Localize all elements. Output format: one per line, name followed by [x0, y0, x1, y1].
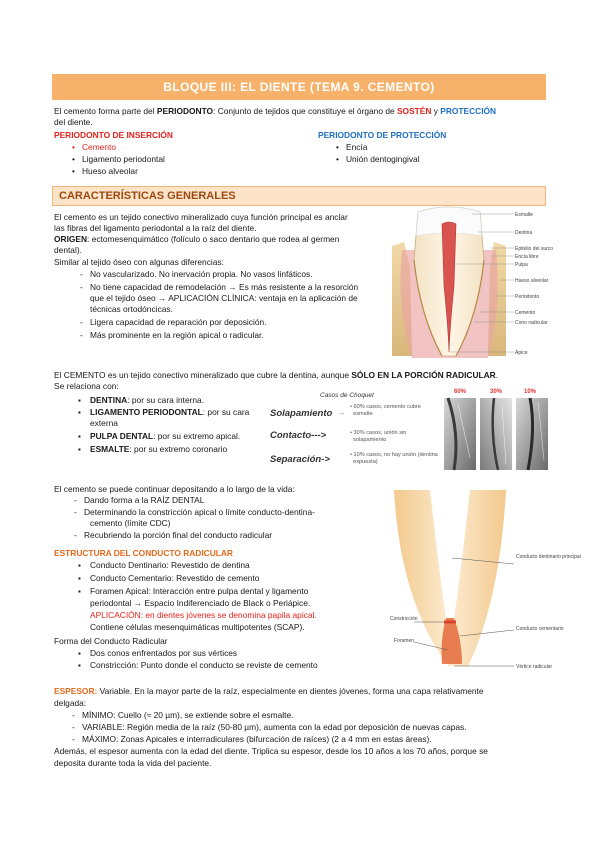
- espesor-item: - MÍNIMO: Cuello (≈ 20 µm), se extiende sobre el esmalte.: [82, 710, 293, 721]
- fig2-label: Vértice radicular: [516, 664, 553, 670]
- fig2-label: Conducto dentinario principal: [516, 554, 581, 560]
- relation-item: ▪ PULPA DENTAL: por su extremo apical.: [90, 431, 240, 442]
- fig1-label: Periodonto: [515, 294, 540, 300]
- proteccion-title: PERIODONTO DE PROTECCIÓN: [318, 130, 447, 140]
- diff-item: - Ligera capacidad de reparación por deposición.: [90, 317, 266, 328]
- fig2-label: Foramen: [394, 638, 415, 644]
- choquet-desc: • 30% casos, unión sin solapamiento: [350, 430, 407, 443]
- espesor-line-2: delgada:: [54, 698, 87, 708]
- origen-line-2: dental).: [54, 245, 82, 255]
- pct-label: 60%: [454, 389, 467, 395]
- proteccion-item: • Unión dentogingival: [346, 154, 420, 165]
- general-line: las fibras del ligamento periodontal a la raíz del diente.: [54, 223, 257, 233]
- intro-line-1: El cemento forma parte del PERIODONTO: Conjunto de tejidos que constituye el órgano de SOSTÉN y PROTECCIÓN: [54, 106, 497, 116]
- espesor-line-3: Además, el espesor aumenta con la edad del diente. Triplica su espesor, desde los 10 años a los 70 años, porque se: [54, 746, 488, 756]
- diff-item: - No tiene capacidad de remodelación → Es más resistente a la resorción: [90, 282, 358, 293]
- estructura-item-cont: periodontal → Espacio Indiferenciado de Black o Periápice.: [90, 598, 311, 608]
- pct-label: 30%: [490, 389, 503, 395]
- fig1-label: Cemento: [515, 310, 536, 316]
- cement-line: El CEMENTO es un tejido conectivo mineralizado que cubre la dentina, aunque SÓLO EN LA PORCIÓN RADICULAR.: [54, 370, 499, 380]
- fig2-label: Constricción: [390, 616, 418, 622]
- fig1-label: Hueso alveolar: [515, 278, 549, 284]
- fig1-label: Encía libre: [515, 254, 539, 260]
- deposit-item: - Dando forma a la RAÍZ DENTAL: [84, 495, 204, 506]
- deposit-item: - Recubriendo la porción final del conducto radicular: [84, 530, 272, 541]
- choquet-micrographs: [444, 398, 550, 470]
- insercion-title: PERIODONTO DE INSERCIÓN: [54, 130, 173, 140]
- forma-item: ▪ Dos conos enfrentados por sus vértices: [90, 648, 237, 659]
- similar-line: Similar al tejido óseo con algunas diferencias:: [54, 257, 224, 267]
- cement-line-2: Se relaciona con:: [54, 381, 119, 391]
- fig1-label: Pulpa: [515, 262, 528, 268]
- deposit-line: El cemento se puede continuar depositando a lo largo de la vida:: [54, 484, 295, 494]
- forma-item: ▪ Constricción: Punto donde el conducto se reviste de cemento: [90, 660, 318, 671]
- diff-item: - No vascularizado. No inervación propia. No vasos linfáticos.: [90, 269, 313, 280]
- choquet-label: Separación->: [270, 454, 330, 465]
- deposit-item: - Determinando la constricción apical o límite conducto-dentina-: [84, 507, 315, 518]
- relation-item: ▪ LIGAMENTO PERIODONTAL: por su cara: [90, 407, 249, 418]
- origen-line: ORIGEN: ectomesenquimático (folículo o saco dentario que rodea al germen: [54, 234, 340, 244]
- diff-item: - Más prominente en la región apical o radicular.: [90, 330, 264, 341]
- insercion-item: • Cemento: [82, 142, 116, 153]
- espesor-line-4: deposita durante toda la vida del paciente.: [54, 758, 212, 768]
- root-canal-figure: [390, 490, 581, 678]
- relation-item: ▪ ESMALTE: por su extremo coronario: [90, 444, 227, 455]
- choquet-desc: • 10% casos, no hay unión (dentina expuesta): [350, 452, 438, 465]
- fig1-label: Dentina: [515, 230, 533, 236]
- choquet-title: Casos de Choquet: [320, 392, 374, 399]
- fig1-label: Ápice: [515, 350, 528, 356]
- insercion-item: • Ligamento periodontal: [82, 154, 165, 165]
- choquet-label: Solapamiento: [270, 408, 333, 419]
- estructura-title: ESTRUCTURA DEL CONDUCTO RADICULAR: [54, 548, 233, 558]
- deposit-item-cont: cemento (límite CDC): [90, 518, 171, 528]
- page-title: BLOQUE III: EL DIENTE (TEMA 9. CEMENTO): [52, 74, 546, 100]
- pct-label: 10%: [524, 389, 537, 395]
- relation-item: ▪ DENTINA: por su cara interna.: [90, 395, 204, 406]
- diff-item-cont: que el tejido óseo → APLICACIÓN CLÍNICA: ventaja en la aplicación de: [90, 293, 358, 303]
- espesor-item: - MÁXIMO: Zonas Apicales e interradiculares (bifurcación de raíces) (2 a 4 mm en estas áreas).: [82, 734, 432, 745]
- fig1-label: Esmalte: [515, 212, 534, 218]
- fig2-label: Conducto cementario: [516, 626, 564, 632]
- choquet-desc: • 60% casos, cemento cubre esmalte: [350, 404, 421, 417]
- general-line: El cemento es un tejido conectivo mineralizado cuya función principal es anclar: [54, 212, 348, 222]
- intro-line-2: del diente.: [54, 117, 93, 127]
- estructura-item: ▪ Conducto Dentinario: Revestido de dentina: [90, 560, 250, 571]
- aplicacion-text: APLICACIÓN: en dientes jóvenes se denomina papila apical.: [90, 610, 317, 620]
- choquet-label: Contacto--->: [270, 430, 327, 441]
- aplicacion-text-2: Contiene células mesenquimáticas multipotentes (SCAP).: [90, 622, 305, 632]
- espesor-item: - VARIABLE: Región media de la raíz (50-80 µm), aumenta con la edad por deposición de nuevas capas.: [82, 722, 467, 733]
- tooth-anatomy-figure: [392, 206, 554, 362]
- estructura-item: ▪ Foramen Apical: Interacción entre pulpa dental y ligamento: [90, 586, 308, 597]
- espesor-line: ESPESOR: Variable. En la mayor parte de la raíz, especialmente en dientes jóvenes, forma una capa relativamente: [54, 686, 484, 696]
- estructura-item: ▪ Conducto Cementario: Revestido de cemento: [90, 573, 259, 584]
- proteccion-item: • Encía: [346, 142, 367, 153]
- relation-item-cont: externa: [90, 418, 118, 428]
- diff-item-cont: técnicas ortodóncicas.: [90, 304, 173, 314]
- section-header: CARACTERÍSTICAS GENERALES: [52, 186, 546, 206]
- fig1-label: Epitelio del surco: [515, 246, 554, 252]
- fig1-label: Cono radicular: [515, 320, 548, 326]
- forma-title: Forma del Conducto Radicular: [54, 636, 168, 646]
- insercion-item: • Hueso alveolar: [82, 166, 138, 177]
